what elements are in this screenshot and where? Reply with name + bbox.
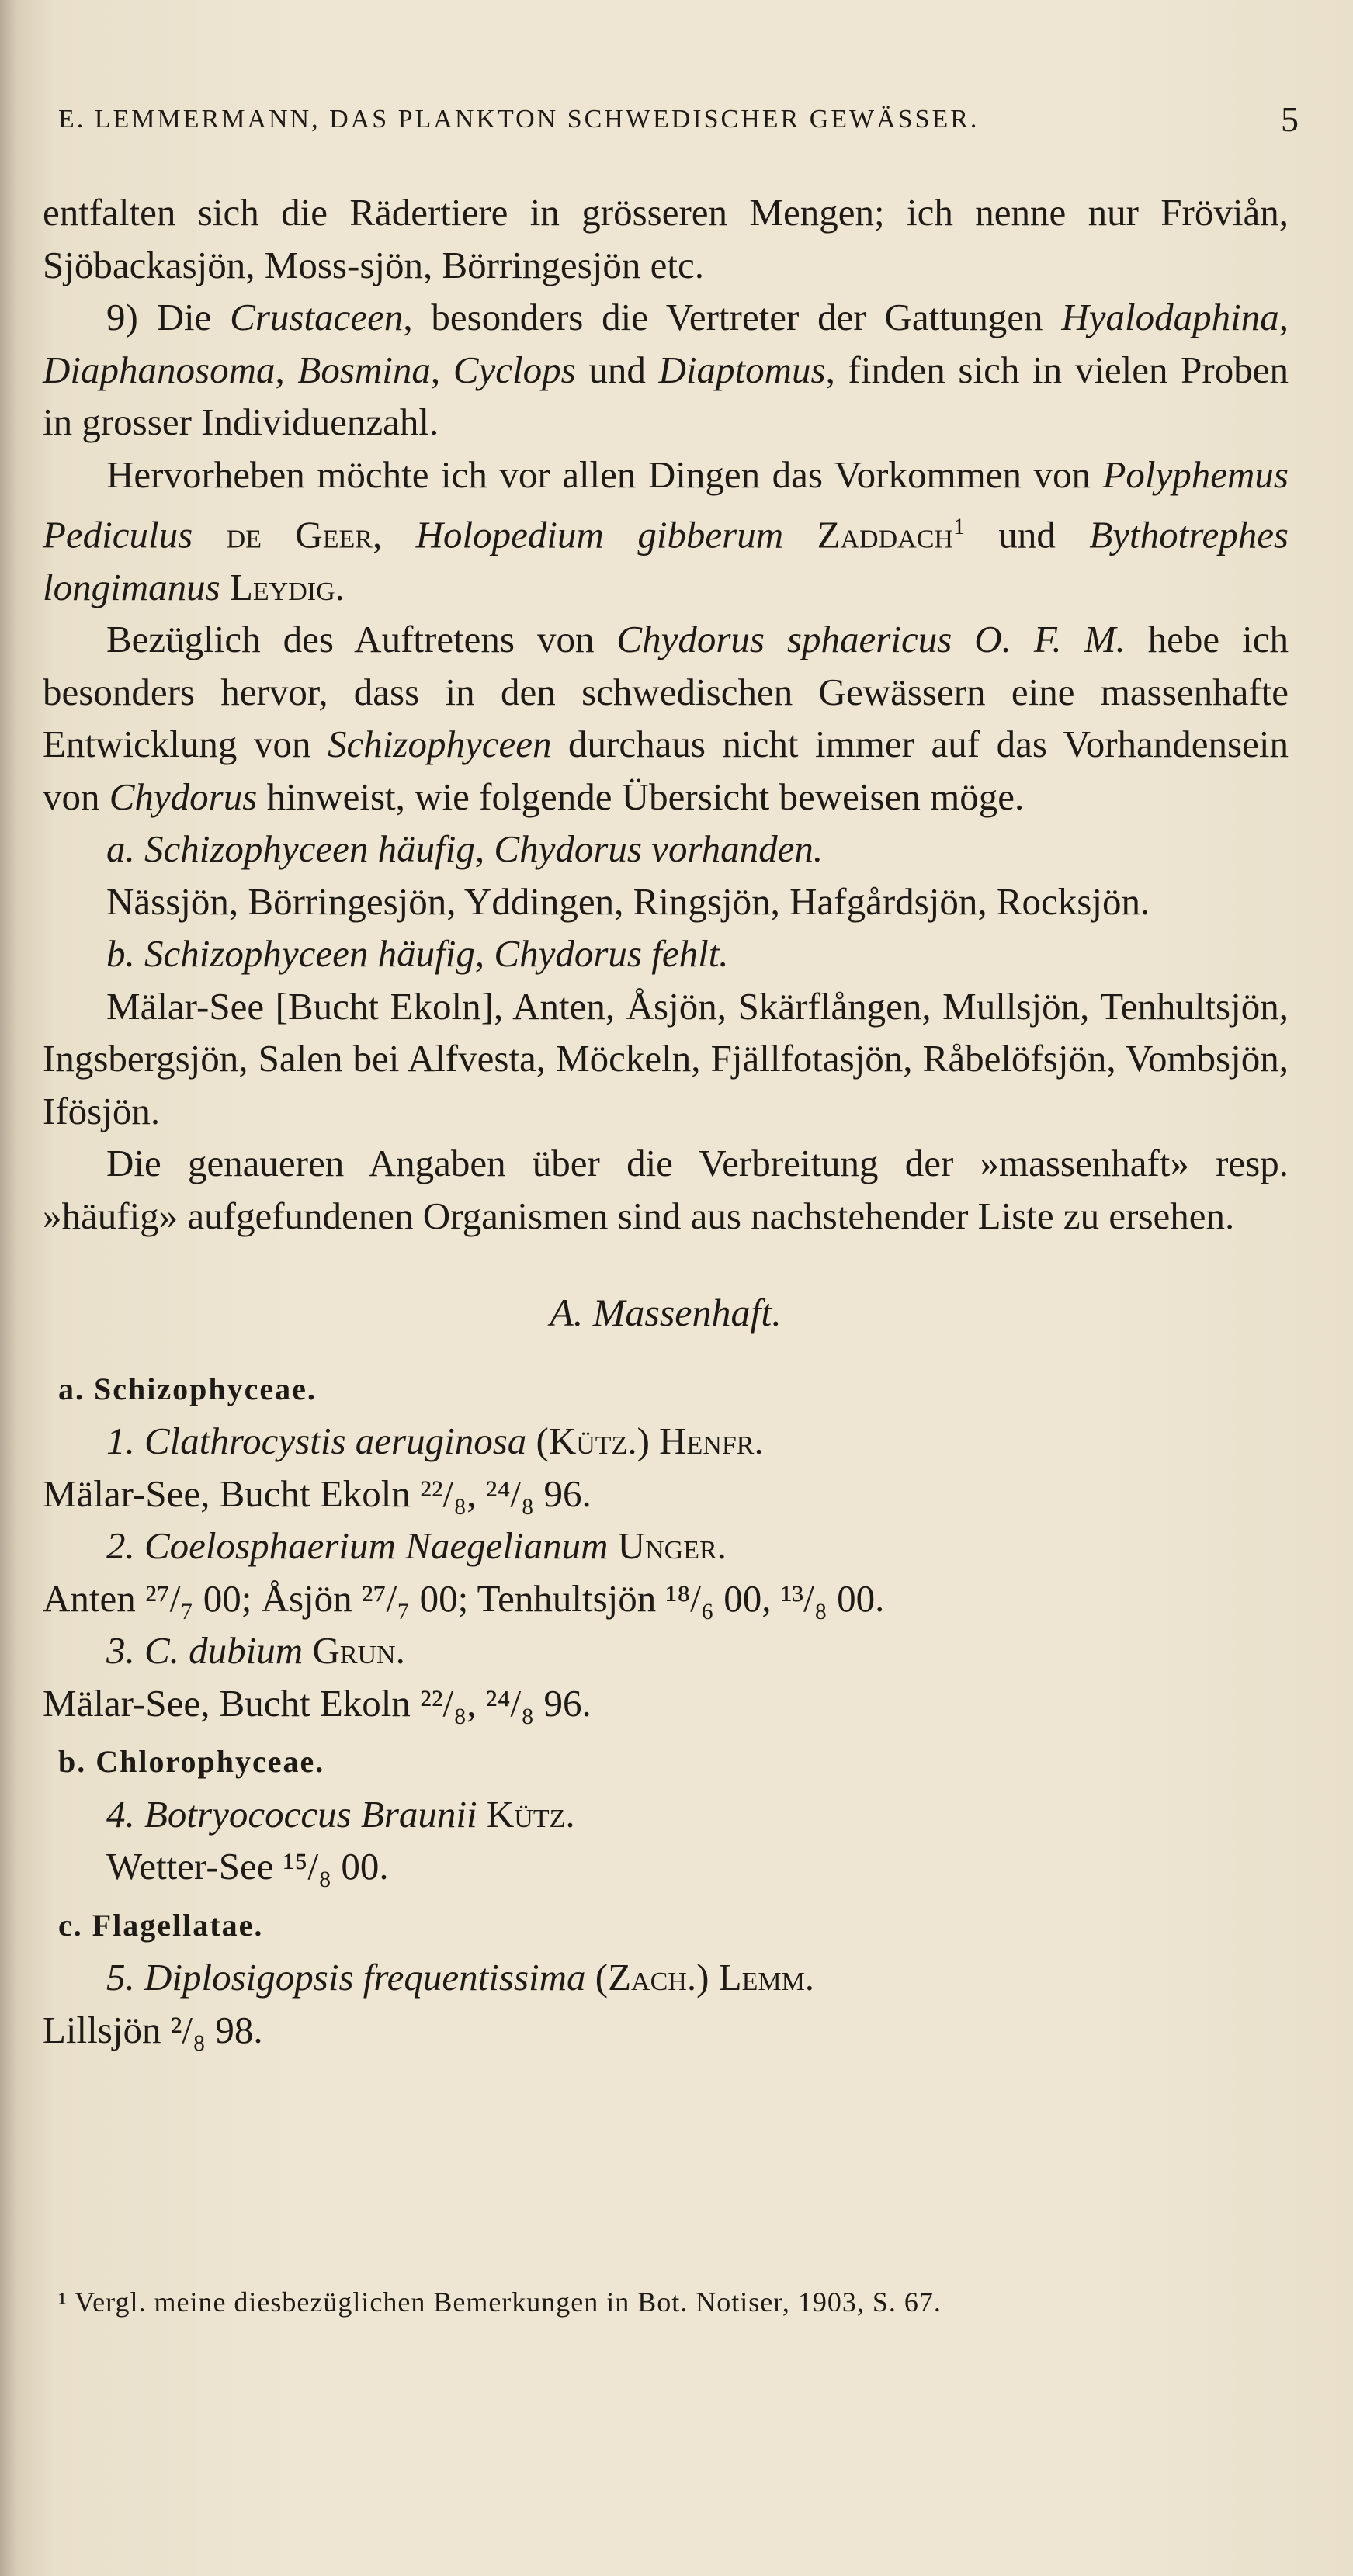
species-entry <box>106 1520 1289 1572</box>
species-locations: Anten ²⁷/₇ 00; Åsjön ²⁷/₇ 00; Tenhultsjön ¹⁸/₆ 00, ¹³/₈ 00. <box>43 1576 885 1620</box>
list-b-text: Mälar-See [Bucht Ekoln], Anten, Åsjön, Skärflången, Mullsjön, Tenhultsjön, Ingsbergsjön, Salen bei Alfvesta, Möckeln, Fjällfotasjön, Råbelöfsjön, Vombsjön, Ifösjön. <box>43 984 1289 1132</box>
taxon-name: C. dubium <box>144 1629 304 1673</box>
taxon-name: Botryococcus Braunii <box>144 1792 477 1836</box>
species-locations: Mälar-See, Bucht Ekoln ²²/₈, ²⁴/₈ 96. <box>43 1472 592 1515</box>
entry-number: 2. <box>106 1524 135 1568</box>
species-entry <box>106 1788 1289 1841</box>
taxon-name: Diplosigopsis frequentissima <box>144 1956 586 1999</box>
species-locations: Mälar-See, Bucht Ekoln ²²/₈, ²⁴/₈ 96. <box>43 1681 592 1725</box>
taxon-name: Polyphemus Pediculus <box>43 452 1289 556</box>
taxon-name: Bosmina <box>297 348 431 391</box>
author-name: Unger. <box>617 1524 727 1568</box>
text-run: . <box>335 565 345 608</box>
list-b-title: b. Schizophyceen häufig, Chydorus fehlt. <box>106 932 729 976</box>
author-name: (Kütz.) Henfr. <box>536 1420 764 1463</box>
taxon-name: Diaptomus <box>658 348 826 391</box>
paragraph-hervorheben <box>43 449 1289 614</box>
text-run: , finden sich in vielen Proben in grosser Individuenzahl. <box>43 348 1289 443</box>
paragraph-1: entfalten sich die Rädertiere in grösseren Mengen; ich nenne nur Fröviån, Sjöbackasjön, Moss-sjön, Börringesjön etc. <box>43 191 1289 286</box>
page-header <box>58 99 1299 151</box>
group-heading: c. Flagellatae. <box>58 1907 264 1943</box>
entry-number: 4. <box>106 1792 135 1836</box>
taxon-name: Chydorus <box>109 775 258 818</box>
taxon-name: Cyclops <box>453 348 576 391</box>
list-a-text: Nässjön, Börringesjön, Yddingen, Ringsjön, Hafgårdsjön, Rocksjön. <box>106 879 1150 923</box>
taxon-name: Clathrocystis aeruginosa <box>144 1420 527 1463</box>
author-name: de Geer <box>193 513 373 556</box>
body-text <box>43 186 1289 2056</box>
text-run: hinweist, wie folgende Übersicht beweisen möge. <box>257 775 1025 818</box>
group-heading: a. Schizophyceae. <box>58 1371 317 1406</box>
author-name: (Zach.) Lemm. <box>595 1956 815 1999</box>
text-run: , besonders die Vertreter der Gattungen <box>403 296 1062 338</box>
text-run: und <box>964 513 1090 556</box>
taxon-name: Schizophyceen <box>328 723 552 766</box>
species-entry <box>106 1415 1289 1468</box>
group-heading: b. Chlorophyceae. <box>58 1744 325 1780</box>
text-run: , <box>430 348 453 391</box>
text-run: durchaus nicht immer auf das Vorhandensein von <box>43 723 1289 818</box>
section-title: A. Massenhaft. <box>550 1291 782 1335</box>
footnote: ¹ Vergl. meine diesbezüglichen Bemerkungen in Bot. Notiser, 1903, S. 67. <box>58 2287 942 2318</box>
text-run: 9) Die <box>106 296 231 338</box>
text-run: , <box>372 513 416 556</box>
species-locations: Wetter-See ¹⁵/₈ 00. <box>106 1845 389 1888</box>
species-locations: Lillsjön ²/₈ 98. <box>43 2008 263 2051</box>
text-run: hebe ich besonders hervor, dass in den schwedischen Gewässern eine massenhafte Entwicklung von <box>43 618 1289 766</box>
taxon-name: Diaphanosoma <box>43 348 276 391</box>
species-entry <box>106 1951 1289 2004</box>
text-run: , <box>275 348 298 391</box>
running-title: E. LEMMERMANN, DAS PLANKTON SCHWEDISCHER GEWÄSSER. <box>58 105 980 133</box>
entry-number: 1. <box>106 1420 135 1463</box>
taxon-name: Coelosphaerium Naegelianum <box>144 1524 609 1568</box>
footnote-marker: 1 <box>952 514 965 539</box>
page-number: 5 <box>1281 99 1299 139</box>
species-entry <box>106 1624 1289 1677</box>
author-name: Kütz. <box>486 1792 575 1836</box>
taxon-name: Hyalodaphina <box>1061 296 1279 338</box>
entry-number: 3. <box>106 1629 135 1673</box>
taxon-name: Chydorus sphaericus O. F. M. <box>616 618 1126 661</box>
taxon-name: Crustaceen <box>230 296 404 338</box>
text-run: Hervorheben möchte ich vor allen Dingen das Vorkommen von <box>106 452 1103 496</box>
text-run: , <box>1278 296 1289 338</box>
entry-number: 5. <box>106 1956 135 1999</box>
text-run: und <box>575 348 659 391</box>
author-name: Grun. <box>312 1629 405 1673</box>
paragraph-liste: Die genaueren Angaben über die Verbreitung der »massenhaft» resp. »häufig» aufgefundenen Organismen sind aus nachstehender Liste zu ersehen. <box>43 1142 1289 1237</box>
taxon-name: Bythotrephes longimanus <box>43 513 1289 608</box>
taxon-name: Holopedium gibberum <box>415 513 784 556</box>
text-run: Bezüglich des Auftretens von <box>106 618 617 661</box>
author-name: Leydig <box>229 565 335 608</box>
list-a-title: a. Schizophyceen häufig, Chydorus vorhanden. <box>106 827 824 871</box>
author-name: Zaddach <box>817 513 953 556</box>
paragraph-crustaceen <box>43 291 1289 449</box>
paragraph-chydorus <box>43 613 1289 823</box>
